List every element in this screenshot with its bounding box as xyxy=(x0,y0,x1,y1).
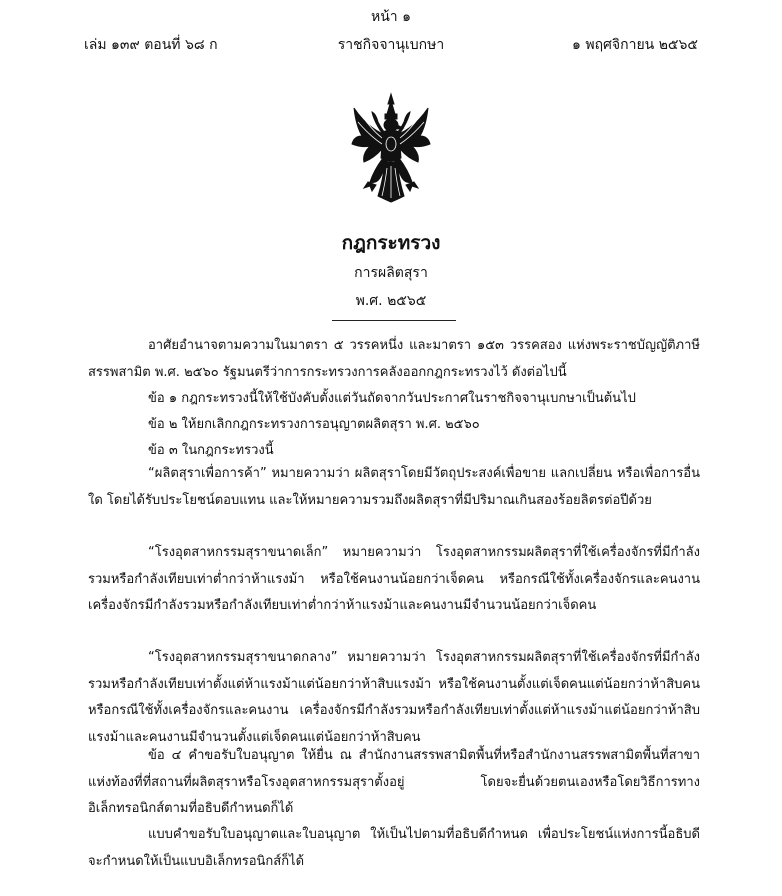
gazette-name: ราชกิจจานุเบกษา xyxy=(337,37,445,53)
preamble-paragraph: อาศัยอำนาจตามความในมาตรา ๕ วรรคหนึ่ง และมาตรา ๑๕๓ วรรคสอง แห่งพระราชบัญญัติภาษีสรรพสามิต พ.ศ. ๒๕๖๐ รัฐมนตรีว่าการกระทรวงการคลังออกกฎกระทรวงไว้ ดังต่อไปนี้ xyxy=(88,338,700,380)
page-number: หน้า ๑ xyxy=(371,9,411,25)
definition-medium-industry: “โรงอุตสาหกรรมสุราขนาดกลาง” หมายความว่า โรงอุตสาหกรรมผลิตสุราที่ใช้เครื่องจักรที่มีกำลังรวมหรือกำลังเทียบเท่าตั้งแต่ห้าแรงม้าแต่น้อยกว่าห้าสิบแรงม้า หรือใช้คนงานตั้งแต่เจ็ดคนแต่น้อยกว่าห้าสิบคน หรือกรณีใช้ทั้งเครื่องจักรและคนงาน เครื่องจักรมีกำลังรวมหรือกำลังเทียบเท่าตั้งแต่ห้าแรงม้าแต่น้อยกว่าห้าสิบแรงม้าและคนงานมีจำนวนตั้งแต่เจ็ดคนแต่น้อยกว่าห้าสิบคน xyxy=(88,650,700,745)
clause-3: ข้อ ๓ ในกฎกระทรวงนี้ xyxy=(148,443,274,458)
garuda-emblem-icon xyxy=(350,92,432,204)
clause-4: ข้อ ๔ คำขอรับใบอนุญาต ให้ยื่น ณ สำนักงานสรรพสามิตพื้นที่หรือสำนักงานสรรพสามิตพื้นที่สาขาแห่งท้องที่ที่สถานที่ผลิตสุราหรือโรงอุตสาหกรรมสุราตั้งอยู่ โดยจะยื่นด้วยตนเองหรือโดยวิธีการทางอิเล็กทรอนิกส์ตามที่อธิบดีกำหนดก็ได้ xyxy=(88,748,700,816)
document-subtitle: การผลิตสุรา xyxy=(354,265,428,281)
document-title: กฎกระทรวง xyxy=(341,232,441,254)
document-year: พ.ศ. ๒๕๖๕ xyxy=(355,293,427,309)
definition-commercial-production: “ผลิตสุราเพื่อการค้า” หมายความว่า ผลิตสุราโดยมีวัตถุประสงค์เพื่อขาย แลกเปลี่ยน หรือเพื่อการอื่นใด โดยได้รับประโยชน์ตอบแทน และให้หมายความรวมถึงผลิตสุราที่มีปริมาณเกินสองร้อยลิตรต่อปีด้วย xyxy=(88,466,700,508)
clause-4-form-paragraph: แบบคำขอรับใบอนุญาตและใบอนุญาต ให้เป็นไปตามที่อธิบดีกำหนด เพื่อประโยชน์แห่งการนี้อธิบดีจะกำหนดให้เป็นแบบอิเล็กทรอนิกส์ก็ได้ xyxy=(88,827,700,869)
clause-1: ข้อ ๑ กฎกระทรวงนี้ให้ใช้บังคับตั้งแต่วันถัดจากวันประกาศในราชกิจจานุเบกษาเป็นต้นไป xyxy=(148,391,636,406)
title-divider xyxy=(332,320,456,321)
volume-issue: เล่ม ๑๓๙ ตอนที่ ๖๘ ก xyxy=(84,37,218,53)
definition-small-industry: “โรงอุตสาหกรรมสุราขนาดเล็ก” หมายความว่า โรงอุตสาหกรรมผลิตสุราที่ใช้เครื่องจักรที่มีกำลังรวมหรือกำลังเทียบเท่าต่ำกว่าห้าแรงม้า หรือใช้คนงานน้อยกว่าเจ็ดคน หรือกรณีใช้ทั้งเครื่องจักรและคนงาน เครื่องจักรมีกำลังรวมหรือกำลังเทียบเท่าต่ำกว่าห้าแรงม้าและคนงานมีจำนวนน้อยกว่าเจ็ดคน xyxy=(88,545,700,613)
clause-2: ข้อ ๒ ให้ยกเลิกกฎกระทรวงการอนุญาตผลิตสุรา พ.ศ. ๒๕๖๐ xyxy=(148,417,480,432)
publication-date: ๑ พฤศจิกายน ๒๕๖๕ xyxy=(572,37,698,53)
